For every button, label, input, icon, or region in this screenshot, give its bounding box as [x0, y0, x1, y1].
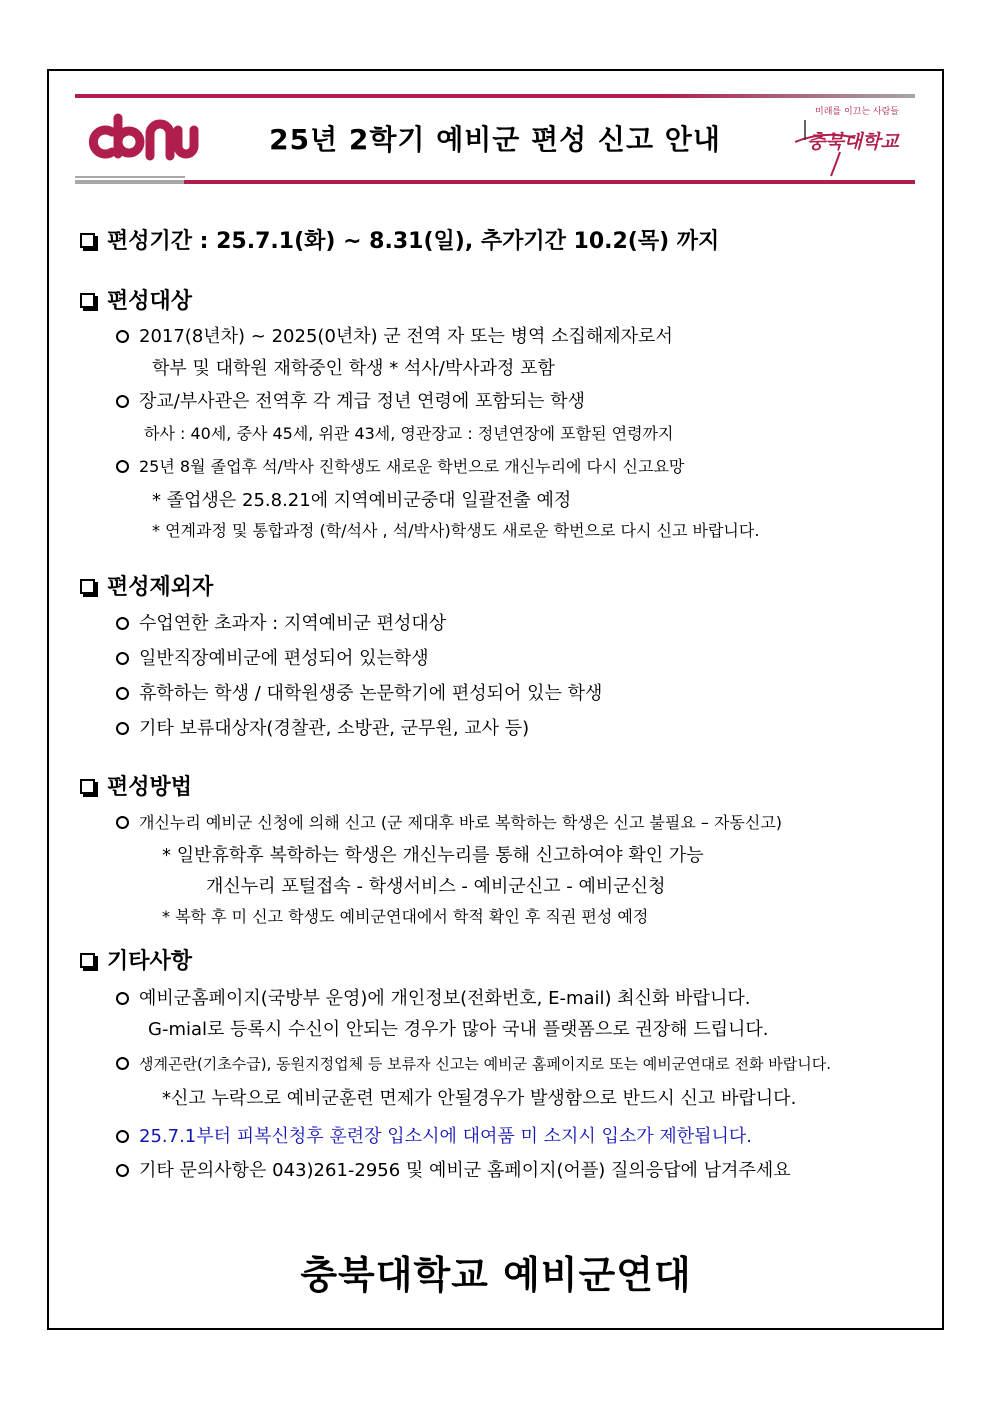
list-item: 기타 문의사항은 043)261-2956 및 예비군 홈페이지(어플) 질의응답에 남겨주세요 — [116, 1156, 791, 1182]
square-bullet-icon — [80, 233, 95, 248]
section-etc-heading: 기타사항 — [80, 944, 192, 975]
chungbuk-university-logo — [785, 100, 910, 178]
circle-bullet-icon — [116, 1164, 129, 1177]
footer-signature: 충북대학교 예비군연대 — [300, 1253, 692, 1297]
list-item: 수업연한 초과자 : 지역예비군 편성대상 — [116, 609, 446, 635]
square-bullet-icon — [80, 953, 95, 968]
circle-bullet-icon — [116, 1057, 129, 1070]
cbnu-logo — [82, 110, 202, 166]
square-bullet-icon — [80, 779, 95, 794]
list-item: 휴학하는 학생 / 대학원생중 논문학기에 편성되어 있는 학생 — [116, 679, 602, 705]
period-text: 편성기간 : 25.7.1(화) ~ 8.31(일), 추가기간 10.2(목) 까지 — [107, 229, 720, 254]
section-exclusions-heading: 편성제외자 — [80, 570, 213, 601]
header-top-rule — [75, 94, 915, 98]
logo-university-name: 충북대학교 — [807, 131, 899, 153]
header-bottom-rule — [75, 180, 915, 184]
list-item: 예비군홈페이지(국방부 운영)에 개인정보(전화번호, E-mail) 최신화 바랍니다. — [116, 984, 750, 1010]
header-gray-rule — [75, 176, 185, 178]
list-item-cont: 학부 및 대학원 재학중인 학생 * 석사/박사과정 포함 — [152, 358, 555, 379]
circle-bullet-icon — [116, 992, 129, 1005]
list-item: 일반직장예비군에 편성되어 있는학생 — [116, 644, 429, 670]
circle-bullet-icon — [116, 722, 129, 735]
list-item-note: * 일반휴학후 복학하는 학생은 개신누리를 통해 신고하여야 확인 가능 — [162, 845, 704, 866]
circle-bullet-icon — [116, 652, 129, 665]
list-item: 기타 보류대상자(경찰관, 소방관, 군무원, 교사 등) — [116, 714, 529, 740]
section-method-heading: 편성방법 — [80, 770, 192, 801]
list-item-note: * 졸업생은 25.8.21에 지역예비군중대 일괄전출 예정 — [152, 490, 572, 511]
list-item: 생계곤란(기초수급), 동원지정업체 등 보류자 신고는 예비군 홈페이지로 또는 예비군연대로 전화 바랍니다. — [116, 1053, 831, 1074]
list-item-note: *신고 누락으로 예비군훈련 면제가 안될경우가 발생함으로 반드시 신고 바랍니다. — [162, 1088, 797, 1109]
list-item-note: * 복학 후 미 신고 학생도 예비군연대에서 학적 확인 후 직권 편성 예정 — [162, 907, 649, 926]
circle-bullet-icon — [116, 330, 129, 343]
list-item: 25년 8월 졸업후 석/박사 진학생도 새로운 학번으로 개신누리에 다시 신고요망 — [116, 454, 684, 477]
circle-bullet-icon — [116, 687, 129, 700]
list-item: 2017(8년차) ~ 2025(0년차) 군 전역 자 또는 병역 소집해제자로서 — [116, 322, 673, 348]
page-title: 25년 2학기 예비군 편성 신고 안내 — [269, 123, 721, 156]
list-item-note: * 연계과정 및 통합과정 (학/석사 , 석/박사)학생도 새로운 학번으로 다시 신고 바랍니다. — [152, 521, 760, 540]
section-period — [80, 224, 719, 255]
logo-slogan: 미래를 이끄는 사람들 — [815, 107, 899, 117]
list-item-cont: G-mial로 등록시 수신이 안되는 경우가 많아 국내 플랫폼으로 권장해 드립니다. — [148, 1019, 769, 1040]
list-item: 장교/부사관은 전역후 각 계급 정년 연령에 포함되는 학생 — [116, 387, 585, 413]
square-bullet-icon — [80, 293, 95, 308]
list-item-cont: 개신누리 포털접속 - 학생서비스 - 예비군신고 - 예비군신청 — [206, 876, 666, 897]
circle-bullet-icon — [116, 460, 129, 473]
section-targets-heading: 편성대상 — [80, 284, 192, 315]
list-item-cont: 하사 : 40세, 중사 45세, 위관 43세, 영관장교 : 정년연장에 포함된 연령까지 — [144, 424, 674, 443]
circle-bullet-icon — [116, 816, 129, 829]
circle-bullet-icon — [116, 1130, 129, 1143]
circle-bullet-icon — [116, 617, 129, 630]
list-item-highlight: 25.7.1부터 피복신청후 훈련장 입소시에 대여품 미 소지시 입소가 제한됩니다. — [116, 1122, 752, 1148]
square-bullet-icon — [80, 579, 95, 594]
circle-bullet-icon — [116, 395, 129, 408]
list-item: 개신누리 예비군 신청에 의해 신고 (군 제대후 바로 복학하는 학생은 신고 불필요 – 자동신고) — [116, 810, 782, 833]
